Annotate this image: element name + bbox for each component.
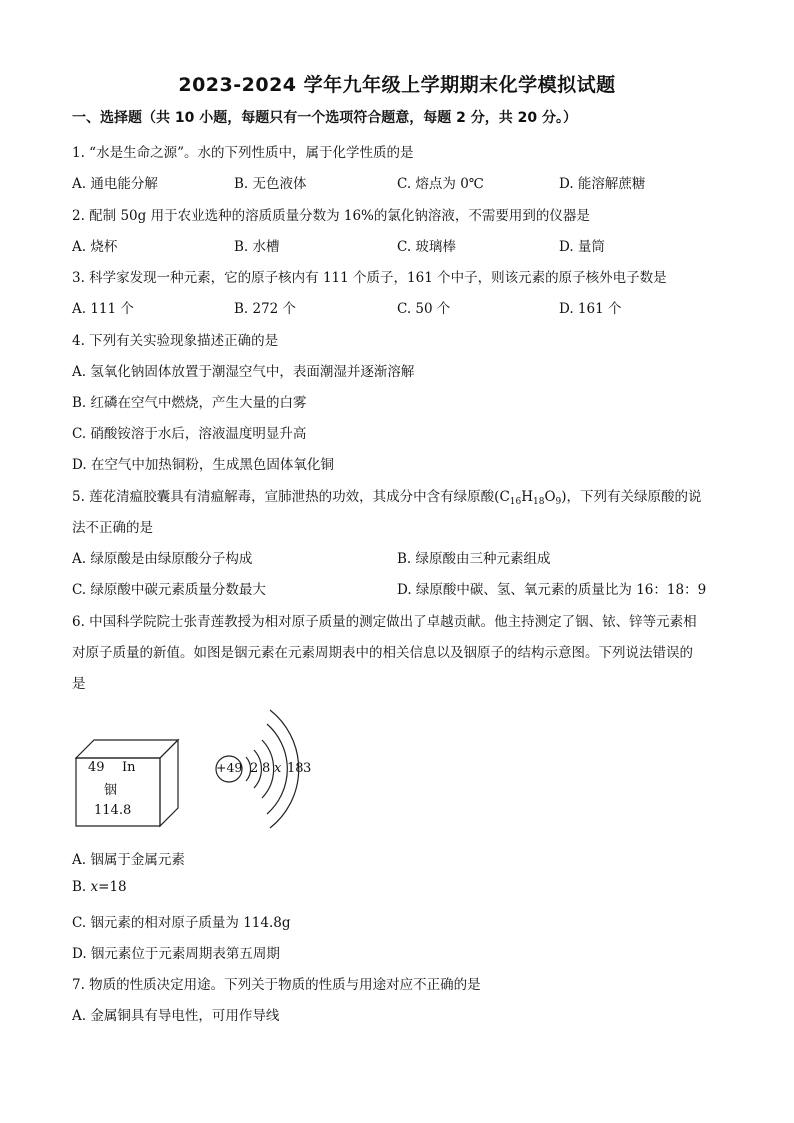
question-1-option-d: D. 能溶解蔗糖: [559, 176, 646, 192]
question-6-stem: 6. 中国科学院院士张青莲教授为相对原子质量的测定做出了卓越贡献。他主持测定了铟、铱、锌等元素相: [72, 614, 697, 630]
question-4-stem: 4. 下列有关实验现象描述正确的是: [72, 333, 279, 349]
question-5-stem: [72, 485, 702, 507]
question-5-option-d: D. 绿原酸中碳、氢、氧元素的质量比为 16：18：9: [397, 582, 707, 598]
question-4-option-c: C. 硝酸铵溶于水后，溶液温度明显升高: [72, 426, 307, 442]
question-6-option-a: A. 铟属于金属元素: [72, 852, 185, 868]
question-7-option-a: A. 金属铜具有导电性，可用作导线: [72, 1008, 280, 1024]
element-name: 铟: [104, 783, 118, 798]
question-3-stem: 3. 科学家发现一种元素，它的原子核内有 111 个质子，161 个中子，则该元素的原子核外电子数是: [72, 270, 667, 286]
atomic-structure-diagram: [212, 708, 322, 830]
question-2-option-d: D. 量筒: [559, 239, 605, 255]
q5-stem-part: 5. 莲花清瘟胶囊具有清瘟解毒，宣肺泄热的功效，其成分中含有绿原酸(C: [72, 489, 510, 505]
atomic-number: 49: [88, 760, 105, 775]
option-b-value: =18: [98, 879, 127, 895]
formula-part: H: [521, 489, 534, 505]
question-5-stem-continued: 法不正确的是: [72, 520, 153, 536]
formula-part: O: [544, 489, 556, 505]
question-4-option-d: D. 在空气中加热铜粉，生成黑色固体氧化铜: [72, 457, 334, 473]
question-6-stem-line2: 对原子质量的新值。如图是铟元素在元素周期表中的相关信息以及铟原子的结构示意图。下列说法错误的: [72, 645, 693, 661]
q5-stem-part: )，下列有关绿原酸的说: [561, 489, 702, 505]
formula-subscript: 16: [509, 497, 522, 507]
question-3-option-b: B. 272 个: [234, 301, 297, 317]
question-2-option-a: A. 烧杯: [72, 239, 118, 255]
option-b-variable: x: [90, 879, 99, 895]
shell-electrons-4: 18: [287, 761, 304, 776]
element-card-indium: [74, 738, 194, 828]
question-6-option-d: D. 铟元素位于元素周期表第五周期: [72, 946, 280, 962]
shell-electrons-2: 8: [262, 761, 271, 776]
question-2-stem: 2. 配制 50g 用于农业选种的溶质质量分数为 16%的氯化钠溶液，不需要用到的仪器是: [72, 208, 590, 224]
question-6-option-c: C. 铟元素的相对原子质量为 114.8g: [72, 915, 291, 931]
nucleus-charge: +49: [216, 760, 243, 775]
shell-electrons-3: x: [274, 761, 282, 776]
atomic-mass: 114.8: [94, 803, 132, 818]
question-3-option-c: C. 50 个: [397, 301, 451, 317]
question-2-option-c: C. 玻璃棒: [397, 239, 456, 255]
option-b-label: B.: [72, 879, 91, 895]
section-heading: 一、选择题（共 10 小题，每题只有一个选项符合题意，每题 2 分，共 20 分。）: [72, 110, 577, 126]
question-6-stem-line3: 是: [72, 676, 86, 692]
question-3-option-a: A. 111 个: [72, 301, 134, 317]
question-3-option-d: D. 161 个: [559, 301, 622, 317]
formula-subscript: 9: [555, 497, 562, 507]
question-4-option-a: A. 氢氧化钠固体放置于潮湿空气中，表面潮湿并逐渐溶解: [72, 364, 415, 380]
question-1-stem: 1. “水是生命之源”。水的下列性质中，属于化学性质的是: [72, 145, 414, 161]
question-6-option-b: [72, 879, 127, 895]
question-5-option-c: C. 绿原酸中碳元素质量分数最大: [72, 582, 266, 598]
element-card-box: [74, 738, 194, 828]
question-5-option-a: A. 绿原酸是由绿原酸分子构成: [72, 551, 253, 567]
question-2-option-b: B. 水槽: [234, 239, 280, 255]
element-symbol: In: [122, 760, 136, 775]
shell-electrons-5: 3: [303, 761, 312, 776]
question-7-stem: 7. 物质的性质决定用途。下列关于物质的性质与用途对应不正确的是: [72, 977, 481, 993]
question-1-option-a: A. 通电能分解: [72, 176, 158, 192]
page-title: 2023-2024 学年九年级上学期期末化学模拟试题: [178, 74, 616, 96]
formula-subscript: 18: [533, 497, 545, 507]
shell-electrons-1: 2: [250, 761, 259, 776]
question-1-option-b: B. 无色液体: [234, 176, 307, 192]
question-5-option-b: B. 绿原酸由三种元素组成: [397, 551, 551, 567]
question-4-option-b: B. 红磷在空气中燃烧，产生大量的白雾: [72, 395, 307, 411]
question-1-option-c: C. 熔点为 0℃: [397, 176, 484, 192]
